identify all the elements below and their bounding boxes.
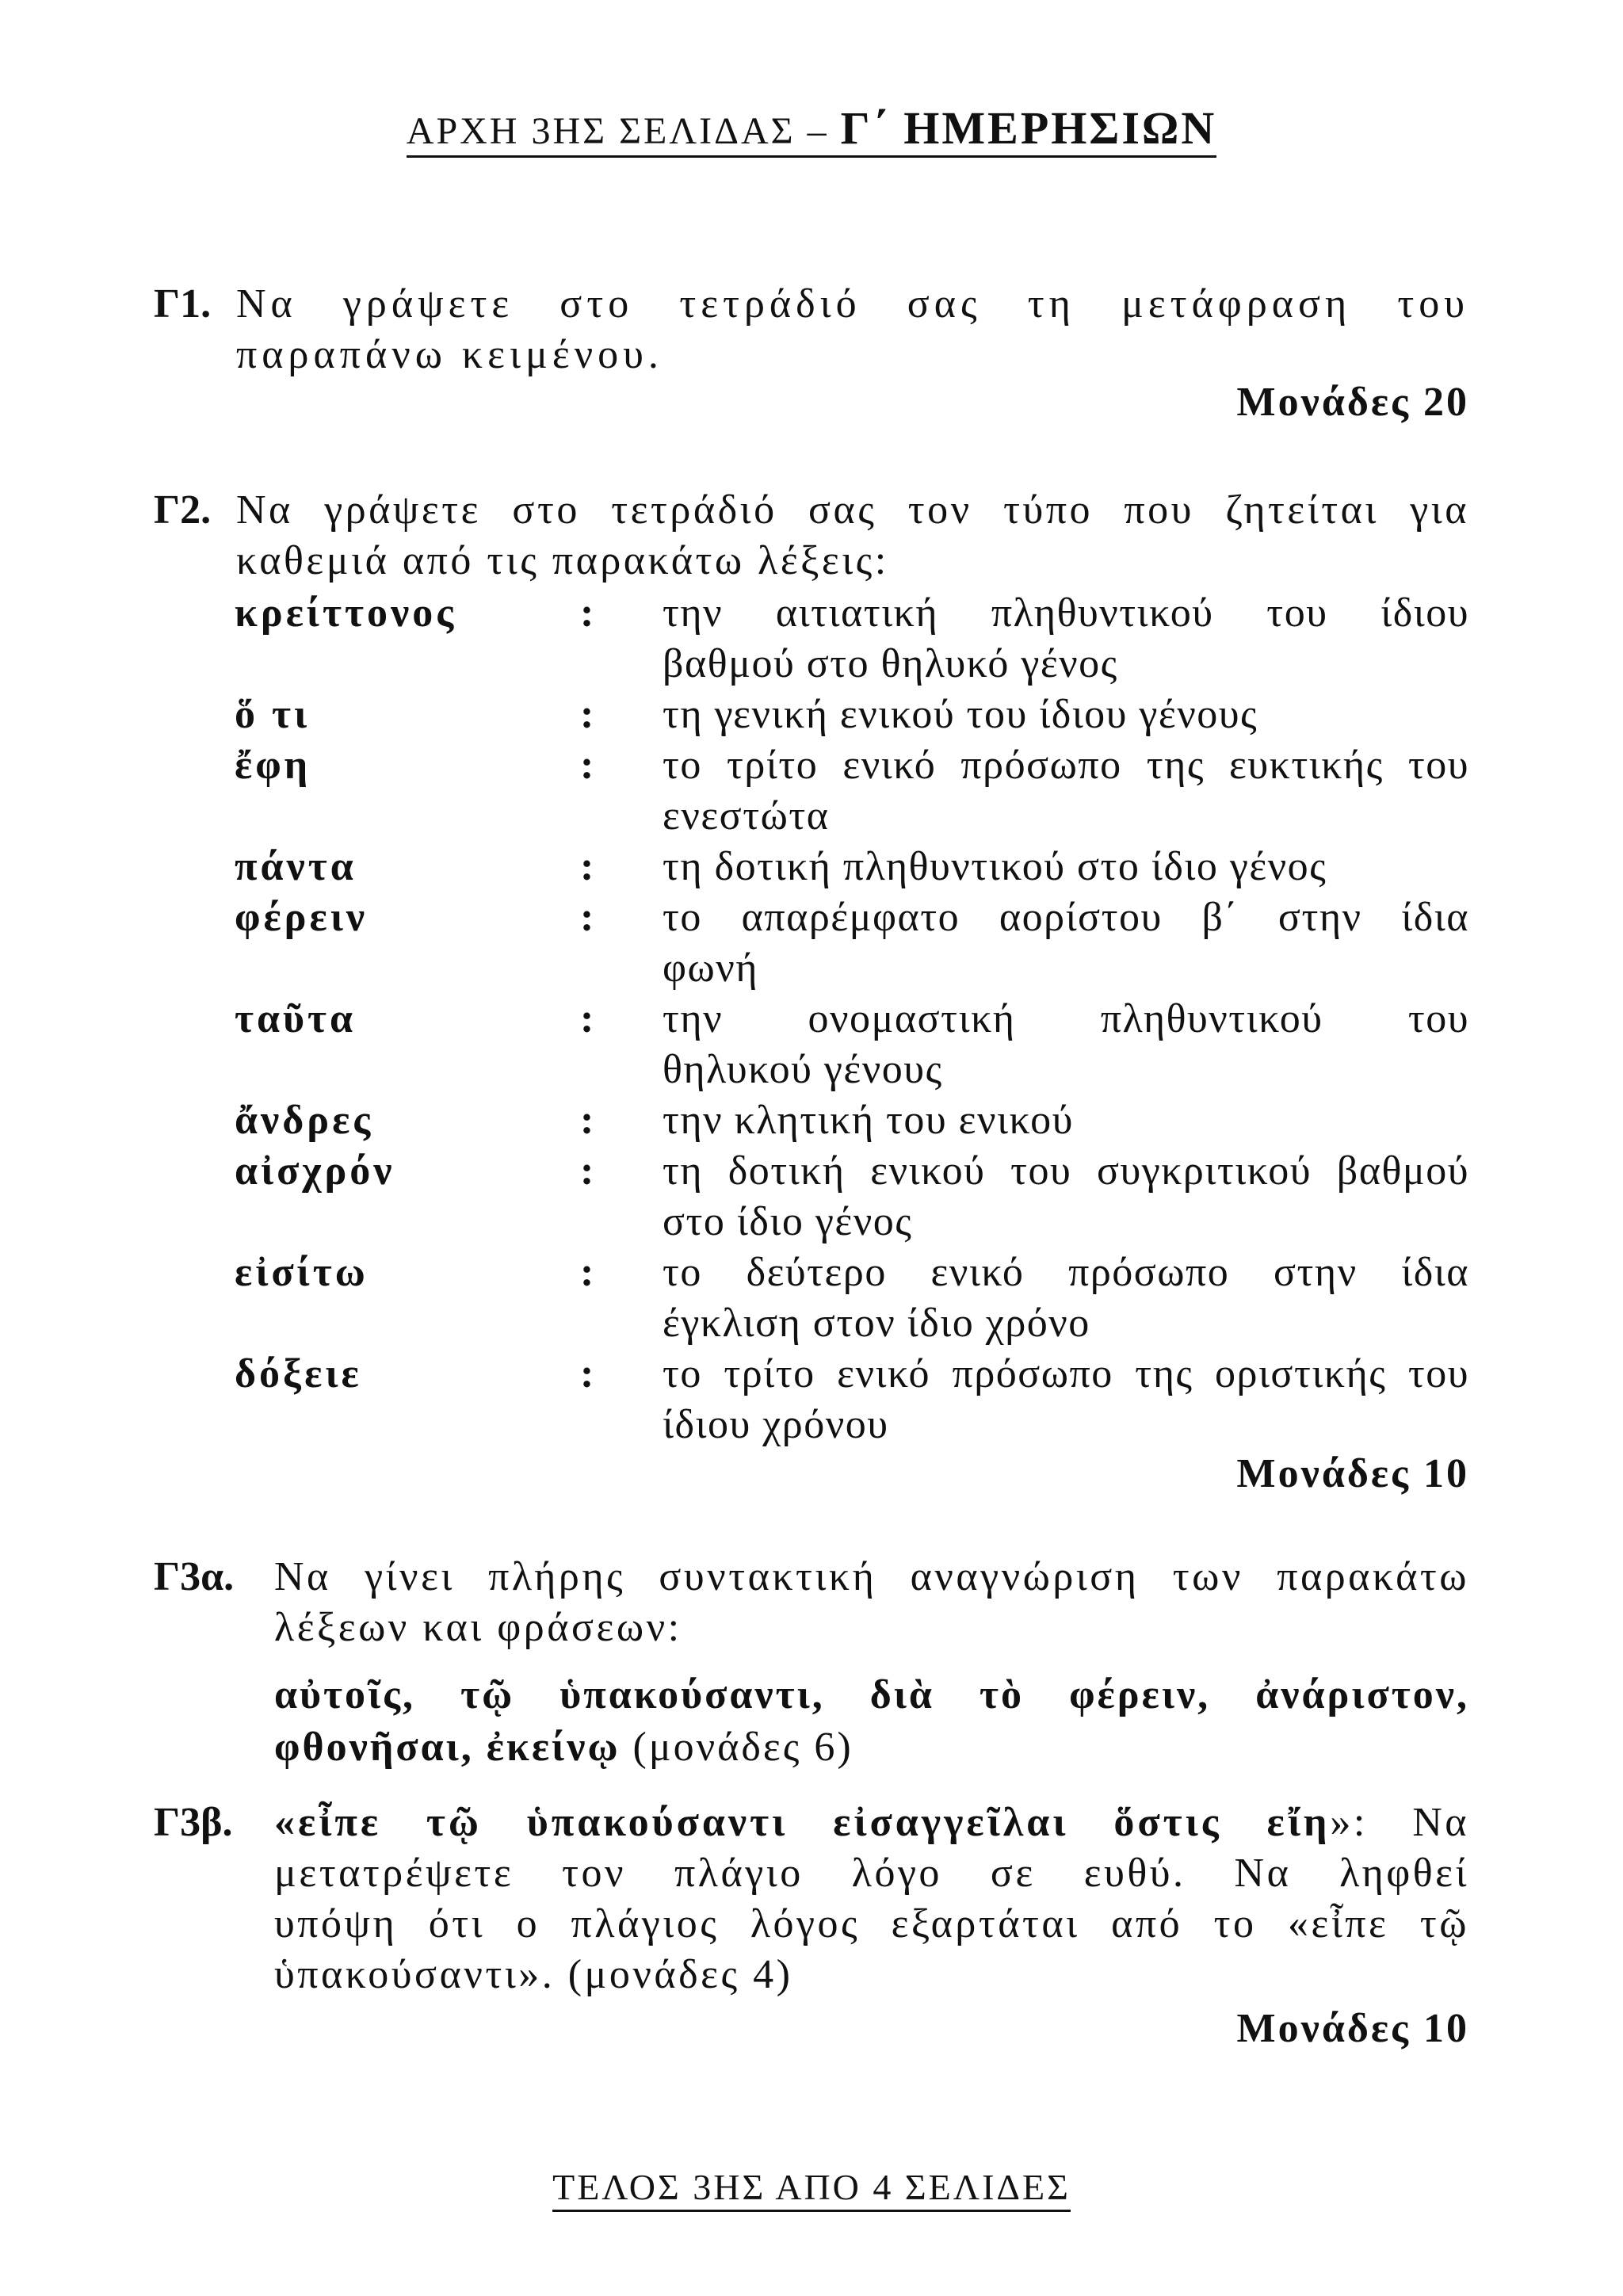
word-colon: : (580, 844, 594, 889)
word-row (235, 1247, 1469, 1349)
question-text (236, 485, 1469, 586)
phrase-line (274, 1721, 1469, 1774)
question-g3a (154, 1552, 1469, 1655)
question-line: Να γράψετε στο τετράδιό σας τον τύπο που ζητείται για (236, 487, 1469, 533)
word-term: δόξειε (235, 1351, 362, 1396)
word-colon: : (580, 1351, 594, 1396)
instruction-line: την αιτιατική πληθυντικού του ίδιου (663, 590, 1469, 636)
page-footer (0, 2166, 1623, 2208)
question-line-rest: »: Να (1330, 1800, 1469, 1845)
instruction-line: την κλητική του ενικού (663, 1098, 1074, 1143)
word-term: ὅ τι (235, 692, 311, 737)
word-row (235, 740, 1469, 842)
word-colon: : (580, 996, 594, 1041)
units-g3: Μονάδες 10 (1236, 2006, 1469, 2051)
page-header (0, 101, 1623, 155)
word-colon: : (580, 692, 594, 737)
instruction-line: τη δοτική πληθυντικού στο ίδιο γένος (663, 844, 1327, 889)
question-label: Γ3β. (154, 1800, 233, 1845)
question-line: παραπάνω κειμένου. (236, 332, 663, 377)
word-row (235, 994, 1469, 1095)
word-row (235, 842, 1469, 892)
phrase-words: φθονῆσαι, ἐκείνῳ (274, 1725, 621, 1770)
question-g1 (154, 279, 1469, 382)
word-term: εἰσίτω (235, 1250, 369, 1295)
instruction-line: το τρίτο ενικό πρόσωπο της ευκτικής του (663, 743, 1469, 788)
question-text (274, 1552, 1469, 1653)
word-instruction (663, 892, 1469, 994)
instruction-line: τη δοτική ενικού του συγκριτικού βαθμού (663, 1148, 1469, 1194)
word-term: ταῦτα (235, 996, 356, 1041)
word-row (235, 1095, 1469, 1146)
footer-text: ΤΕΛΟΣ 3ΗΣ ΑΠΟ 4 ΣΕΛΙΔΕΣ (552, 2167, 1071, 2212)
word-colon: : (580, 1098, 594, 1143)
question-text (236, 279, 1469, 380)
question-label: Γ3α. (154, 1554, 235, 1599)
word-instruction (663, 1146, 1469, 1247)
question-g2 (154, 485, 1469, 588)
word-colon: : (580, 590, 594, 636)
question-label: Γ1. (154, 281, 212, 327)
question-line: υπόψη ότι ο πλάγιος λόγος εξαρτάται από το «εἶπε τῷ (274, 1901, 1469, 1946)
points-note: (μονάδες 6) (632, 1725, 854, 1770)
word-term: φέρειν (235, 895, 369, 940)
question-line: καθεμιά από τις παρακάτω λέξεις: (236, 538, 889, 583)
quoted-phrase: «εἶπε τῷ ὑπακούσαντι εἰσαγγεῖλαι ὅστις εἴη (274, 1800, 1331, 1845)
question-line: ὑπακούσαντι». (μονάδες 4) (274, 1952, 793, 1997)
word-row (235, 1146, 1469, 1247)
instruction-line: ίδιου χρόνου (663, 1402, 889, 1447)
units-g2: Μονάδες 10 (1236, 1451, 1469, 1496)
instruction-line: τη γενική ενικού του ίδιου γένους (663, 692, 1258, 737)
word-instruction (663, 1247, 1469, 1349)
question-line: μετατρέψετε τον πλάγιο λόγο σε ευθύ. Να ληφθεί (274, 1851, 1469, 1896)
instruction-line: έγκλιση στον ίδιο χρόνο (663, 1301, 1090, 1346)
phrase-list (274, 1669, 1469, 1774)
word-colon: : (580, 1250, 594, 1295)
instruction-line: ενεστώτα (663, 793, 830, 839)
word-term: ἔφη (235, 743, 311, 788)
word-term: ἄνδρες (235, 1098, 374, 1143)
phrase-line (274, 1669, 1469, 1721)
header-prefix: ΑΡΧΗ 3ΗΣ ΣΕΛΙΔΑΣ – (406, 110, 841, 152)
word-colon: : (580, 895, 594, 940)
word-instruction (663, 1349, 1469, 1450)
instruction-line: το τρίτο ενικό πρόσωπο της οριστικής του (663, 1351, 1469, 1396)
header-emphasis: Γ΄ ΗΜΕΡΗΣΙΩΝ (840, 102, 1217, 154)
instruction-line: στο ίδιο γένος (663, 1199, 913, 1244)
word-instruction (663, 994, 1469, 1095)
phrase-words: αὐτοῖς, τῷ ὑπακούσαντι, διὰ τὸ φέρειν, ἀνάριστον, (274, 1672, 1469, 1717)
word-colon: : (580, 743, 594, 788)
question-g3b (154, 1797, 1469, 2004)
word-colon: : (580, 1148, 594, 1194)
instruction-line: θηλυκού γένους (663, 1047, 943, 1092)
question-line: Να γράψετε στο τετράδιό σας τη μετάφραση του (236, 281, 1469, 327)
question-line: λέξεων και φράσεων: (274, 1605, 682, 1650)
word-instruction (663, 1095, 1469, 1146)
word-instruction (663, 690, 1469, 740)
instruction-line: την ονομαστική πληθυντικού του (663, 996, 1469, 1041)
question-text (274, 1797, 1469, 2000)
word-instruction (663, 740, 1469, 842)
word-term: αἰσχρόν (235, 1148, 395, 1194)
units-g1: Μονάδες 20 (1236, 380, 1469, 425)
instruction-line: το απαρέμφατο αορίστου β΄ στην ίδια (663, 895, 1469, 940)
word-term: κρείττονος (235, 590, 457, 636)
word-instruction (663, 842, 1469, 892)
question-label: Γ2. (154, 487, 212, 533)
word-instruction (663, 588, 1469, 690)
word-row (235, 1349, 1469, 1450)
instruction-line: φωνή (663, 946, 758, 991)
word-row (235, 690, 1469, 740)
instruction-line: βαθμού στο θηλυκό γένος (663, 641, 1118, 686)
word-row (235, 588, 1469, 690)
question-line: Να γίνει πλήρης συντακτική αναγνώριση των παρακάτω (274, 1554, 1469, 1599)
question-line (274, 1797, 1469, 1848)
word-term: πάντα (235, 844, 357, 889)
header-underlined (406, 102, 1217, 158)
word-row (235, 892, 1469, 994)
instruction-line: το δεύτερο ενικό πρόσωπο στην ίδια (663, 1250, 1469, 1295)
